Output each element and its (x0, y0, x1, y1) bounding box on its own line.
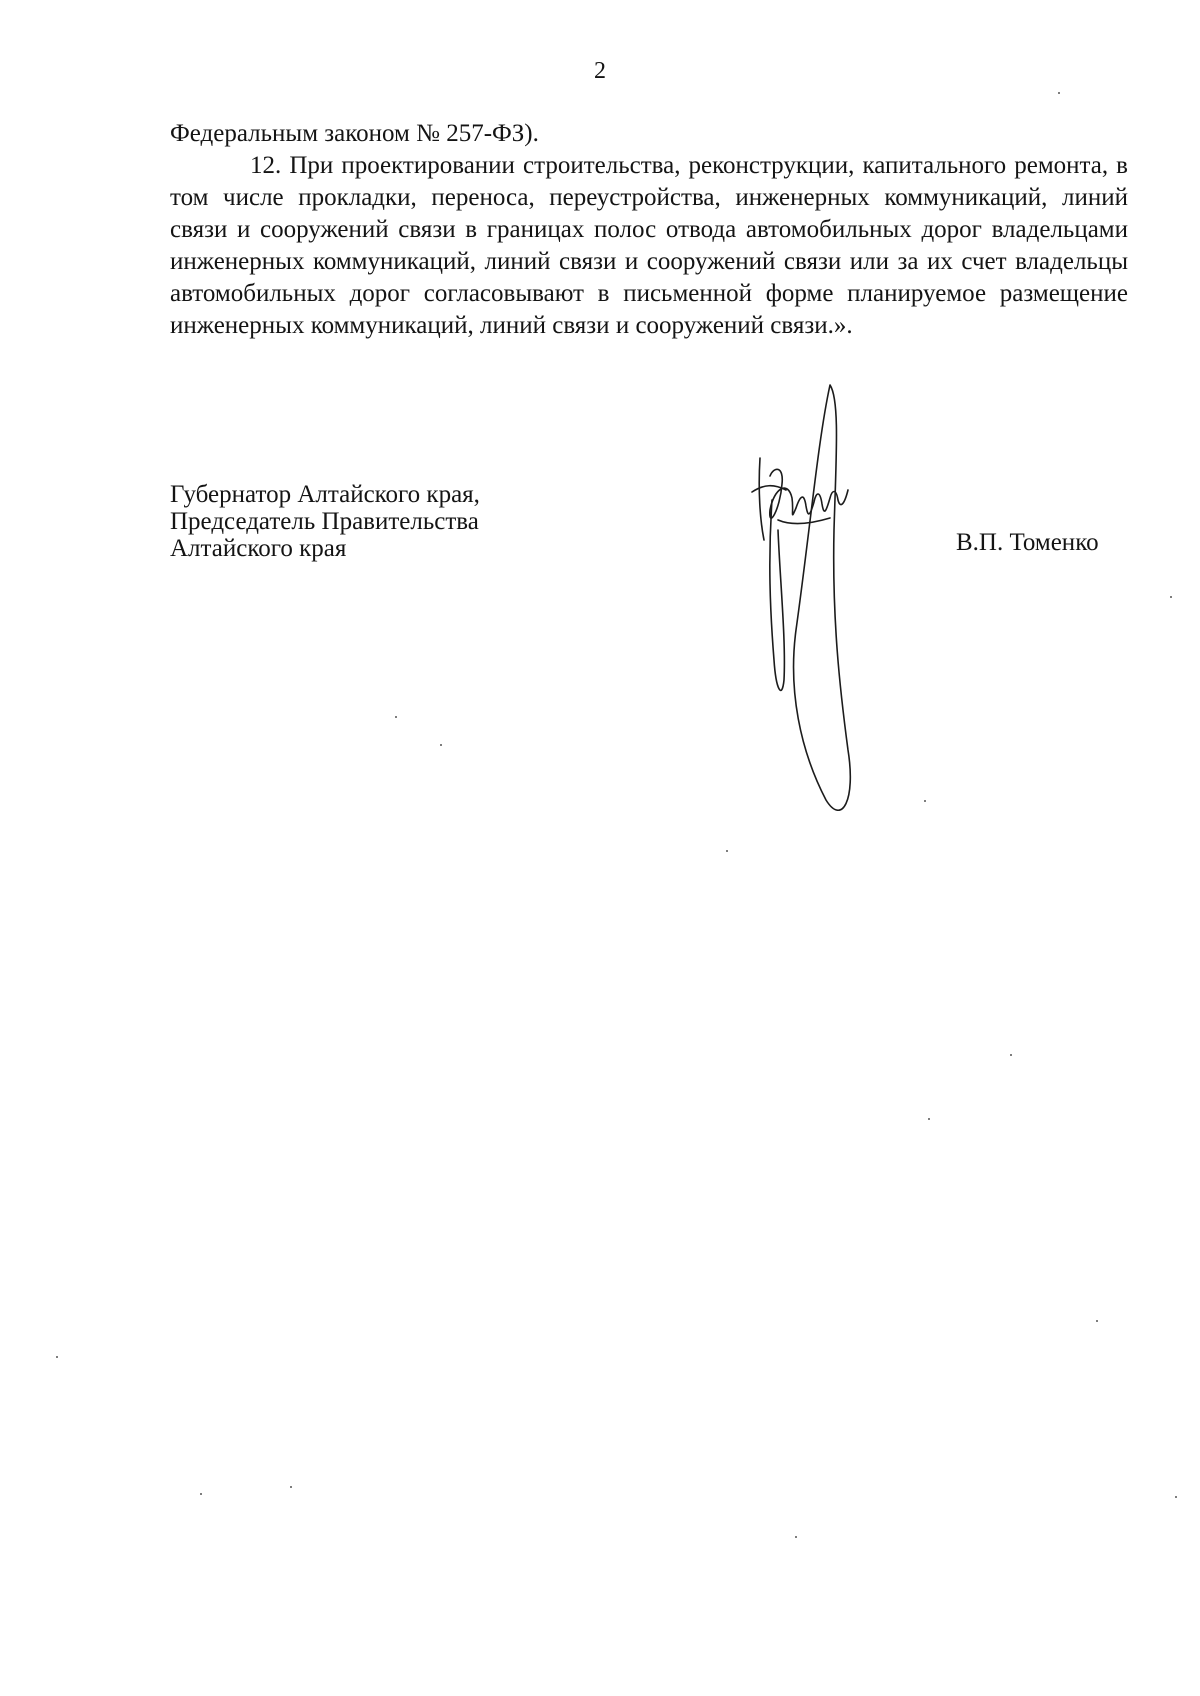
scan-speck (440, 744, 442, 746)
signer-position-line: Председатель Правительства (170, 508, 479, 535)
scan-speck (1096, 1320, 1098, 1322)
scan-speck (1170, 596, 1172, 598)
scan-speck (1010, 1054, 1012, 1056)
scan-speck (200, 1493, 202, 1495)
signer-position-line: Губернатор Алтайского края, (170, 481, 480, 508)
handwritten-signature (730, 380, 960, 820)
scan-speck (795, 1536, 797, 1538)
document-body (170, 118, 1128, 342)
scan-speck (928, 1118, 930, 1120)
signer-position (170, 481, 480, 562)
scan-speck (290, 1486, 292, 1488)
signer-name: В.П. Томенко (956, 529, 1099, 556)
paragraph-item-12: 12. При проектировании строительства, реконструкции, капитального ремонта, в том числе прокладки, переноса, переустройства, инженерных коммуникаций, линий связи и сооружений связи в границах полос отвода автомобильных дорог владельцами инженерных коммуникаций, линий связи и сооружений связи или за их счет владельцы автомобильных дорог согласовывают в письменной форме планируемое размещение инженерных коммуникаций, линий связи и сооружений связи.». (170, 152, 1128, 339)
scan-speck (726, 850, 728, 852)
paragraph-continuation: Федеральным законом № 257-ФЗ). (170, 120, 539, 147)
scan-speck (1058, 92, 1060, 94)
scan-speck (395, 716, 397, 718)
scan-speck (56, 1356, 58, 1358)
page-number: 2 (594, 58, 606, 84)
signer-position-line: Алтайского края (170, 535, 347, 562)
scan-speck (924, 800, 926, 802)
scan-speck (1175, 1496, 1177, 1498)
